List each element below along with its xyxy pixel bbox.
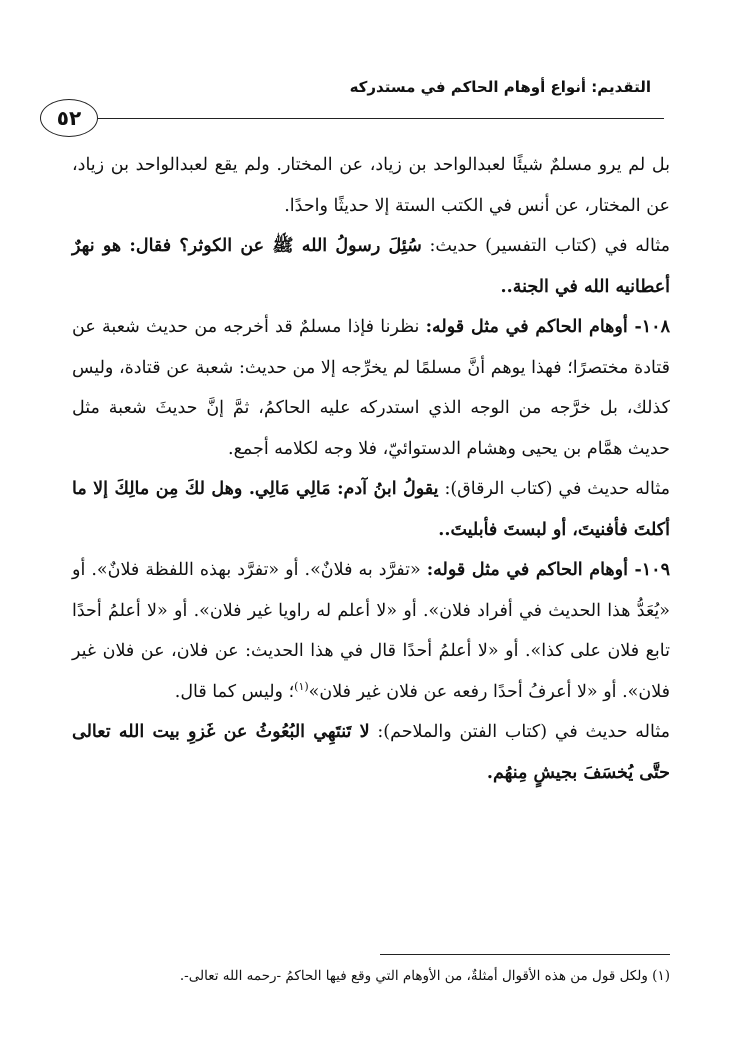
paragraph-1: بل لم يرو مسلمٌ شيئًا لعبدالواحد بن زياد، عن المختار. ولم يقع لعبدالواحد بن زياد، عن المختار، عن أنس في الكتب الستة إلا حديثًا واحدًا. bbox=[72, 155, 670, 216]
section-text-109: «تفرَّد به فلانٌ». أو «تفرَّد بهذه اللفظة فلانٌ». أو «يُعَدُّ هذا الحديث في أفراد فلان». أو «لا أعلم له راويا غير فلان». أو «لا أعلمُ أحدًا تابع فلان على كذا». أو «لا أعلمُ أحدًا قال في هذا الحديث: عن فلان، عن فلان غير فلان». أو «لا أعرفُ أحدًا رفعه عن فلان غير فلان» bbox=[72, 560, 670, 702]
section-text-108: نظرنا فإذا مسلمٌ قد أخرجه من حديث شعبة عن قتادة مختصرًا؛ فهذا يوهم أنَّ مسلمًا لم يخرِّجه إلا من حديث: شعبة عن قتادة، وليس كذلك، بل خرَّجه من الوجه الذي استدركه عليه الحاكمُ، ثمَّ إنَّ حديثَ شعبة مثل حديث همَّام بن يحيى وهشام الدستوائيّ، فلا وجه لكلامه أجمع. bbox=[72, 317, 670, 459]
main-text bbox=[72, 145, 670, 793]
section-tail-109: ؛ وليس كما قال. bbox=[174, 681, 295, 702]
footnote-reference[interactable]: (١) bbox=[294, 679, 309, 693]
hadith-text: سُئِلَ رسولُ الله ﷺ عن الكوثر؟ فقال: هو نهرٌ أعطانيه الله في الجنة.. bbox=[72, 236, 670, 297]
header-rule bbox=[98, 118, 664, 119]
section-heading-109: ١٠٩- أوهام الحاكم في مثل قوله: bbox=[426, 560, 670, 580]
example-intro: مثاله حديث في (كتاب الفتن والملاحم): bbox=[377, 722, 670, 742]
paragraph-4 bbox=[72, 469, 670, 550]
paragraph-6 bbox=[72, 712, 670, 793]
footnote: (١) ولكل قول من هذه الأقوال أمثلةٌ، من الأوهام التي وقع فيها الحاكمُ -رحمه الله تعالى-. bbox=[179, 968, 670, 984]
paragraph-2 bbox=[72, 226, 670, 307]
section-heading-108: ١٠٨- أوهام الحاكم في مثل قوله: bbox=[425, 317, 670, 337]
running-header-title: التقديم: أنواع أوهام الحاكم في مستدركه bbox=[349, 78, 651, 96]
example-intro: مثاله في (كتاب التفسير) حديث: bbox=[429, 236, 670, 256]
footnote-separator bbox=[380, 954, 670, 955]
paragraph-108 bbox=[72, 307, 670, 469]
hadith-text: لا تَنتَهِي البُعُوثُ عن غَزوِ بيت الله تعالى حتَّى يُخسَفَ بجيشٍ مِنهُم. bbox=[72, 722, 670, 783]
example-intro: مثاله حديث في (كتاب الرقاق): bbox=[444, 479, 670, 499]
page-number-badge: ٥٢ bbox=[40, 99, 98, 137]
hadith-text: يقولُ ابنُ آدم: مَالِي مَالِي. وهل لكَ مِن مالِكَ إلا ما أكلتَ فأفنيتَ، أو لبستَ فأبليتَ.. bbox=[72, 479, 670, 540]
paragraph-109 bbox=[72, 550, 670, 712]
